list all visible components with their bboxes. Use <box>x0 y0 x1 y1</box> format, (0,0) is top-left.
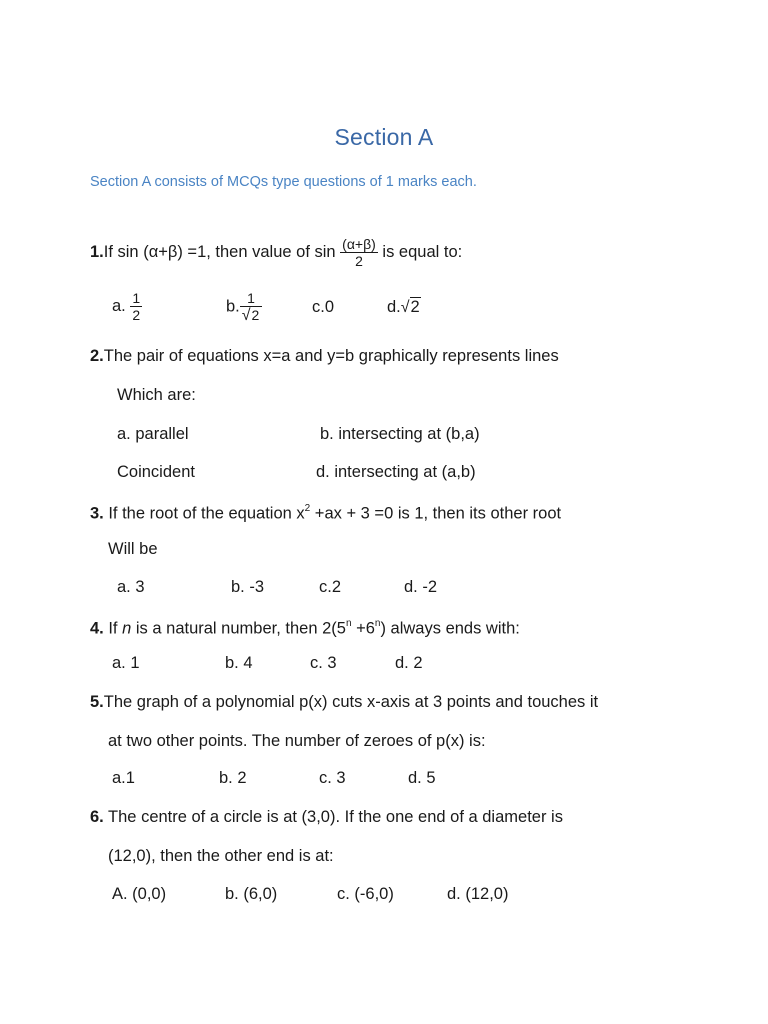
question-text: The graph of a polynomial p(x) cuts x-axis at 3 points and touches it <box>103 693 599 711</box>
option-b: b. 2 <box>219 769 247 787</box>
question-text-end: is equal to: <box>377 242 463 261</box>
superscript: n <box>374 618 381 629</box>
question-number: 4. <box>90 619 104 638</box>
superscript: n <box>345 618 352 629</box>
option-a: A. (0,0) <box>112 885 167 903</box>
question-text: The pair of equations x=a and y=b graphically represents lines <box>103 347 559 365</box>
option-d: d.√2 <box>387 298 420 316</box>
sqrt-symbol: √2 <box>400 298 420 316</box>
option-d: d. -2 <box>404 578 438 596</box>
question-text-continued: (12,0), then the other end is at: <box>108 847 334 865</box>
option-c: c. 3 <box>319 769 346 787</box>
option-d: d. (12,0) <box>447 885 509 903</box>
fraction: $\frac{1}{√2}$ <box>240 290 263 324</box>
question-1 <box>90 236 462 269</box>
option-a: a.1 <box>112 769 135 787</box>
question-text-continued: Which are: <box>117 386 196 404</box>
section-subtitle: Section A consists of MCQs type questions of 1 marks each. <box>90 174 477 190</box>
option-d: d. 2 <box>395 654 423 672</box>
question-text-end: +ax + 3 =0 is 1, then its other root <box>310 504 562 523</box>
option-b: b. 4 <box>225 654 253 672</box>
option-b: b. $\frac{1}{√2}$ <box>226 290 262 324</box>
option-a: a. 1 <box>112 654 140 672</box>
question-text: If sin (α+β) =1, then value of sin <box>103 242 341 261</box>
question-number: 1. <box>90 242 104 261</box>
option-a: a. $\frac{1}{2}$ <box>112 290 141 323</box>
fraction: $\frac{(\alpha+\beta)}{2}$ <box>342 236 376 269</box>
superscript: 2 <box>304 503 311 514</box>
section-title: Section A <box>334 124 434 150</box>
option-b: b. -3 <box>231 578 265 596</box>
option-a: a. 3 <box>117 578 145 596</box>
option-c: Coincident <box>117 463 195 481</box>
question-number: 6. <box>90 808 104 826</box>
option-b: b. intersecting at (b,a) <box>320 425 480 443</box>
question-6 <box>90 807 563 827</box>
question-text-continued: Will be <box>108 540 158 558</box>
question-text-continued: at two other points. The number of zeroes of p(x) is: <box>108 732 486 750</box>
option-d: d. 5 <box>408 769 436 787</box>
question-number: 3. <box>90 504 104 523</box>
question-text: The centre of a circle is at (3,0). If the one end of a diameter is <box>103 808 563 826</box>
option-c: c.0 <box>312 298 335 316</box>
question-number: 5. <box>90 693 104 711</box>
question-5 <box>90 692 598 712</box>
option-c: c.2 <box>319 578 342 596</box>
sqrt-symbol: √2 <box>241 307 260 324</box>
question-number: 2. <box>90 347 104 365</box>
variable-n: n <box>122 619 132 638</box>
fraction: $\frac{1}{2}$ <box>132 290 141 323</box>
question-2 <box>90 346 559 366</box>
question-4: 4. If n is a natural number, then $2(5^n +6^n)$ always ends with: <box>90 618 520 638</box>
option-a: a. parallel <box>117 425 189 443</box>
question-3 <box>90 500 561 524</box>
option-c: c. 3 <box>310 654 337 672</box>
option-b: b. (6,0) <box>225 885 278 903</box>
option-d: d. intersecting at (a,b) <box>316 463 476 481</box>
option-c: c. (-6,0) <box>337 885 394 903</box>
question-text: If the root of the equation x <box>103 504 305 523</box>
